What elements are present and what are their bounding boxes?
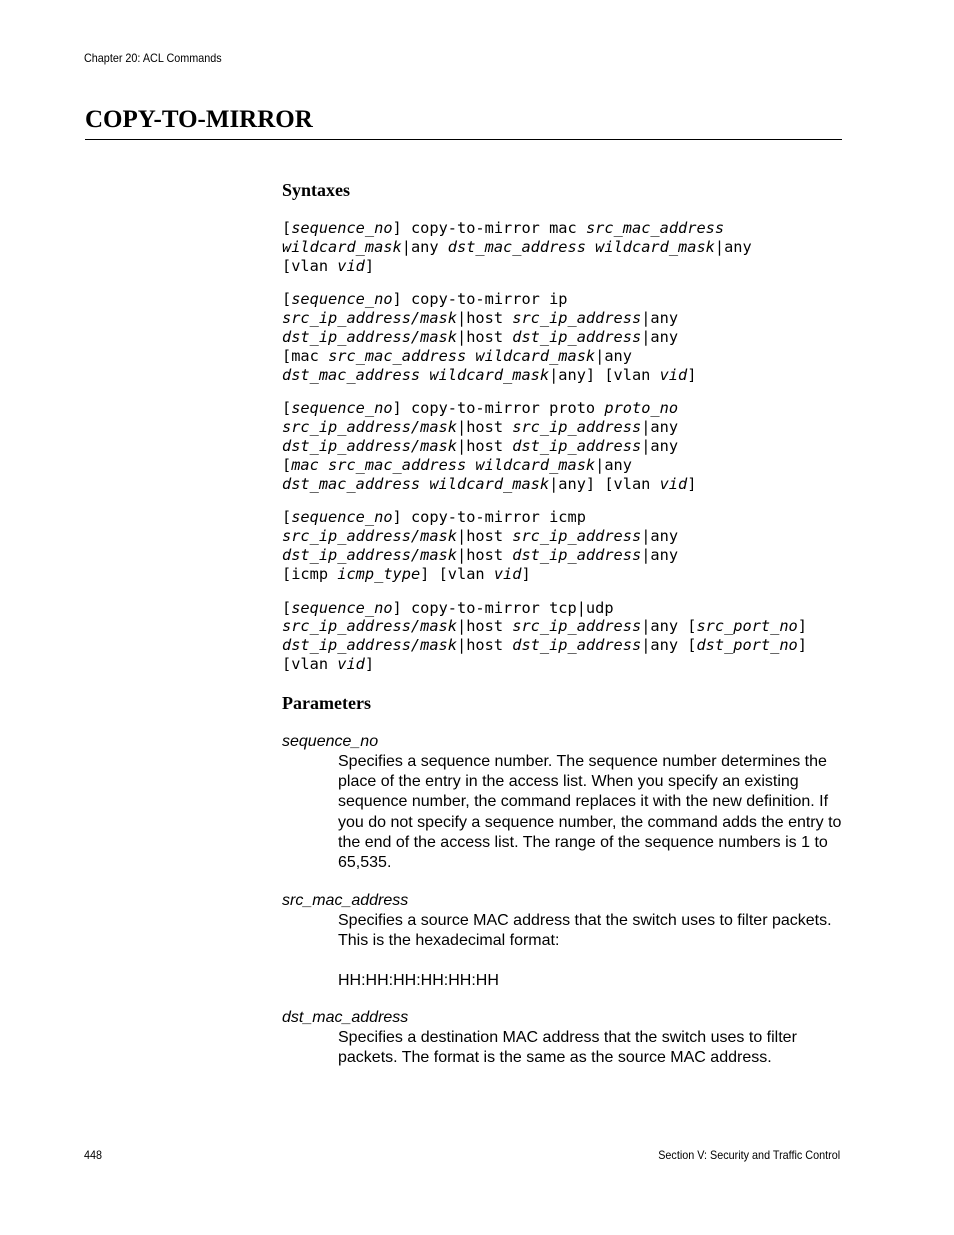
syntax-placeholder: vid [659, 474, 688, 493]
syntax-placeholder: dst_mac_address wildcard_mask [282, 365, 550, 384]
syntax-keyword: |host [456, 418, 513, 437]
syntax-placeholder: dst_ip_address/mask [282, 436, 457, 455]
running-header: Chapter 20: ACL Commands [84, 51, 222, 65]
syntax-blocks [282, 219, 847, 674]
param-name-src-mac-address: src_mac_address [282, 891, 409, 909]
syntax-keyword: |any [641, 436, 679, 455]
page-number: 448 [84, 1148, 103, 1162]
syntax-placeholder: dst_ip_address [512, 636, 642, 655]
syntax-block [282, 219, 847, 275]
param-desc-sequence-no: Specifies a sequence number. The sequence number determines the place of the entry in the access list. When you specify an existing sequence number, the command replaces it with the new definition. If you do not specify a sequence number, the command adds the entry to the end of the access list. The range of the sequence numbers is 1 to 65,535. [338, 752, 842, 872]
syntax-keyword: |host [456, 545, 513, 564]
parameters-section [282, 689, 847, 1069]
syntax-placeholder: src_mac_address [585, 219, 725, 237]
syntax-placeholder: dst_ip_address [512, 436, 642, 455]
param-name-sequence-no: sequence_no [282, 732, 379, 750]
syntax-placeholder: dst_mac_address wildcard_mask [447, 237, 715, 256]
syntax-placeholder: src_ip_address [512, 527, 642, 546]
syntax-keyword: [mac [282, 346, 329, 365]
syntax-keyword: |host [456, 436, 513, 455]
syntax-keyword: |any [714, 237, 752, 256]
syntax-keyword: |any] [vlan [549, 365, 660, 384]
syntax-placeholder: src_ip_address/mask [282, 527, 457, 546]
syntax-placeholder: wildcard_mask [282, 237, 402, 256]
syntax-placeholder: src_ip_address/mask [282, 309, 457, 328]
syntax-keyword: |host [456, 327, 513, 346]
syntax-keyword: |host [456, 309, 513, 328]
syntax-keyword: [ [282, 399, 292, 418]
syntax-keyword: ] [797, 636, 807, 655]
syntax-placeholder: src_ip_address [512, 418, 642, 437]
syntax-keyword: [ [282, 508, 292, 527]
syntax-placeholder: src_port_no [696, 617, 798, 636]
syntax-placeholder: dst_port_no [696, 636, 798, 655]
syntax-placeholder: vid [493, 564, 522, 583]
syntax-placeholder: sequence_no [291, 399, 393, 418]
main-content [282, 176, 847, 1086]
syntax-keyword: ] [687, 474, 697, 493]
syntax-placeholder: src_ip_address [512, 309, 642, 328]
syntax-placeholder: proto_no [604, 399, 679, 418]
syntax-placeholder: src_ip_address/mask [282, 617, 457, 636]
syntax-placeholder: dst_ip_address [512, 327, 642, 346]
syntax-keyword: |any [595, 455, 632, 474]
syntax-block [282, 290, 847, 384]
param-format-src-mac-address: HH:HH:HH:HH:HH:HH [338, 972, 499, 990]
page-title: COPY-TO-MIRROR [85, 106, 313, 133]
param-name-dst-mac-address: dst_mac_address [282, 1009, 409, 1027]
syntax-keyword: |any [401, 237, 448, 256]
syntax-placeholder: mac src_mac_address wildcard_mask [291, 455, 596, 474]
syntax-keyword: [ [282, 290, 292, 309]
syntax-keyword: |any [641, 309, 679, 328]
syntax-keyword: ] copy-to-mirror tcp|udp [392, 598, 614, 617]
syntax-keyword: |any] [vlan [549, 474, 660, 493]
syntax-keyword: ] [521, 564, 531, 583]
syntax-keyword: ] [364, 256, 375, 275]
syntax-keyword: [ [282, 219, 292, 237]
syntax-placeholder: src_ip_address/mask [282, 418, 457, 437]
syntax-keyword: |any [641, 327, 679, 346]
syntax-keyword: ] copy-to-mirror mac [392, 219, 586, 237]
syntax-keyword: |any [595, 346, 632, 365]
syntax-keyword: |any [641, 527, 679, 546]
syntax-block [282, 399, 847, 493]
syntax-placeholder: vid [659, 365, 688, 384]
syntax-keyword: ] copy-to-mirror icmp [392, 508, 586, 527]
syntax-block [282, 508, 847, 583]
syntax-keyword: |any [ [641, 617, 697, 636]
syntax-keyword: [vlan [282, 256, 338, 275]
syntax-keyword: ] copy-to-mirror proto [392, 399, 605, 418]
parameters-heading: Parameters [282, 692, 371, 713]
syntax-keyword: |any [641, 545, 679, 564]
syntax-keyword: |host [456, 617, 513, 636]
syntax-placeholder: src_ip_address [512, 617, 642, 636]
syntax-keyword: [ [282, 598, 292, 617]
syntax-placeholder: dst_ip_address/mask [282, 636, 457, 655]
syntax-keyword: [vlan [282, 654, 338, 673]
syntax-keyword: [ [282, 455, 292, 474]
syntax-placeholder: sequence_no [291, 598, 393, 617]
syntax-keyword: ] [687, 365, 697, 384]
syntax-keyword: ] [364, 654, 375, 673]
syntax-keyword: ] [797, 617, 807, 636]
syntax-placeholder: src_mac_address wildcard_mask [328, 346, 596, 365]
syntax-keyword: ] [vlan [420, 564, 494, 583]
syntax-placeholder: dst_ip_address/mask [282, 327, 457, 346]
syntax-keyword: [icmp [282, 564, 338, 583]
syntax-keyword: |any [641, 418, 679, 437]
syntax-placeholder: sequence_no [291, 219, 393, 237]
syntax-block [282, 599, 847, 674]
syntax-keyword: |host [456, 527, 513, 546]
syntax-placeholder: vid [337, 654, 365, 673]
param-desc-dst-mac-address: Specifies a destination MAC address that the switch uses to filter packets. The format is the same as the source MAC address. [338, 1029, 797, 1067]
running-footer-section: Section V: Security and Traffic Control [658, 1148, 840, 1162]
syntax-placeholder: dst_ip_address/mask [282, 545, 457, 564]
param-desc-src-mac-address: Specifies a source MAC address that the switch uses to filter packets. This is the hexadecimal format: [338, 911, 832, 949]
syntax-placeholder: vid [337, 256, 365, 275]
syntax-placeholder: sequence_no [291, 508, 393, 527]
syntaxes-heading: Syntaxes [282, 180, 351, 200]
title-divider [85, 139, 842, 140]
syntax-placeholder: dst_ip_address [512, 545, 642, 564]
syntax-placeholder: dst_mac_address wildcard_mask [282, 474, 550, 493]
syntax-keyword: ] copy-to-mirror ip [392, 290, 568, 309]
syntax-keyword: |any [ [641, 636, 697, 655]
syntax-placeholder: icmp_type [337, 564, 421, 583]
syntax-keyword: |host [456, 636, 513, 655]
syntax-placeholder: sequence_no [291, 290, 393, 309]
